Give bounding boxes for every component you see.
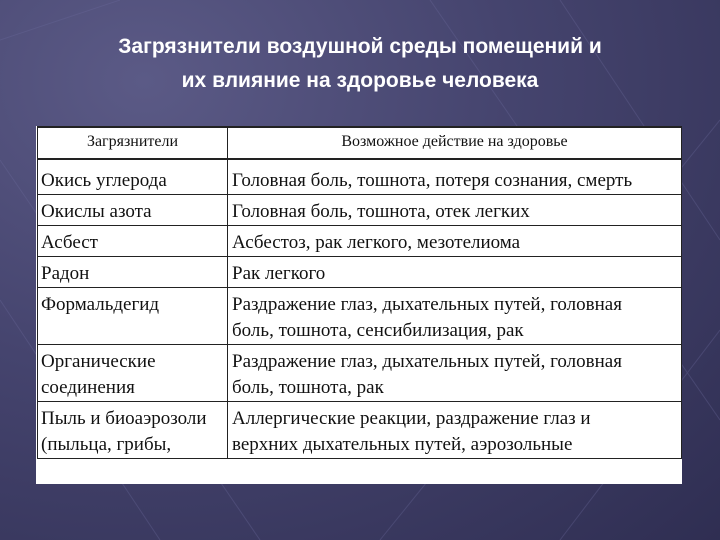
pollutant-cell bbox=[38, 288, 228, 345]
table-row bbox=[38, 257, 682, 288]
effect-cell bbox=[228, 226, 682, 257]
table-header-row bbox=[38, 127, 682, 159]
pollutants-table-container bbox=[36, 126, 682, 484]
header-pollutants: Загрязнители bbox=[38, 127, 228, 159]
pollutant-text: Асбест bbox=[41, 232, 98, 253]
effect-cell bbox=[228, 195, 682, 226]
pollutant-text-line-1: Органические bbox=[41, 351, 156, 372]
slide-title bbox=[0, 30, 720, 98]
table-row bbox=[38, 402, 682, 459]
table-row bbox=[38, 288, 682, 345]
pollutant-cell bbox=[38, 257, 228, 288]
pollutant-cell bbox=[38, 159, 228, 195]
pollutant-cell bbox=[38, 345, 228, 402]
table-row bbox=[38, 195, 682, 226]
slide-title-line-1: Загрязнители воздушной среды помещений и bbox=[118, 35, 602, 58]
pollutant-cell bbox=[38, 402, 228, 459]
table-row bbox=[38, 159, 682, 195]
effect-cell bbox=[228, 345, 682, 402]
effect-cell bbox=[228, 288, 682, 345]
effect-text: Асбестоз, рак легкого, мезотелиома bbox=[232, 232, 521, 253]
pollutant-cell bbox=[38, 226, 228, 257]
pollutant-cell bbox=[38, 195, 228, 226]
pollutant-text: Формальдегид bbox=[41, 294, 160, 315]
pollutant-text: Окислы азота bbox=[41, 201, 152, 222]
effect-text: Рак легкого bbox=[232, 263, 326, 284]
table-row bbox=[38, 345, 682, 402]
effect-text-line-2: боль, тошнота, рак bbox=[232, 377, 384, 398]
effect-text-line-1: Раздражение глаз, дыхательных путей, головная bbox=[232, 294, 622, 315]
effect-text-line-2: боль, тошнота, сенсибилизация, рак bbox=[232, 320, 524, 341]
effect-text-line-1: Аллергические реакции, раздражение глаз и bbox=[232, 408, 591, 429]
effect-cell bbox=[228, 402, 682, 459]
pollutants-table bbox=[37, 126, 682, 459]
pollutant-text: Радон bbox=[41, 263, 90, 284]
slide-title-line-2: их влияние на здоровье человека bbox=[181, 69, 539, 92]
effect-text-line-2: верхних дыхательных путей, аэрозольные bbox=[232, 434, 573, 455]
header-health-effect: Возможное действие на здоровье bbox=[228, 127, 682, 159]
effect-cell bbox=[228, 159, 682, 195]
pollutant-text-line-2: соединения bbox=[41, 377, 135, 398]
table-row bbox=[38, 226, 682, 257]
pollutant-text: Окись углерода bbox=[41, 170, 167, 191]
pollutant-text-line-2: (пыльца, грибы, bbox=[41, 434, 172, 455]
effect-cell bbox=[228, 257, 682, 288]
effect-text: Головная боль, тошнота, потеря сознания, смерть bbox=[232, 170, 633, 191]
effect-text-line-1: Раздражение глаз, дыхательных путей, головная bbox=[232, 351, 622, 372]
effect-text: Головная боль, тошнота, отек легких bbox=[232, 201, 530, 222]
pollutant-text-line-1: Пыль и биоаэрозоли bbox=[41, 408, 207, 429]
